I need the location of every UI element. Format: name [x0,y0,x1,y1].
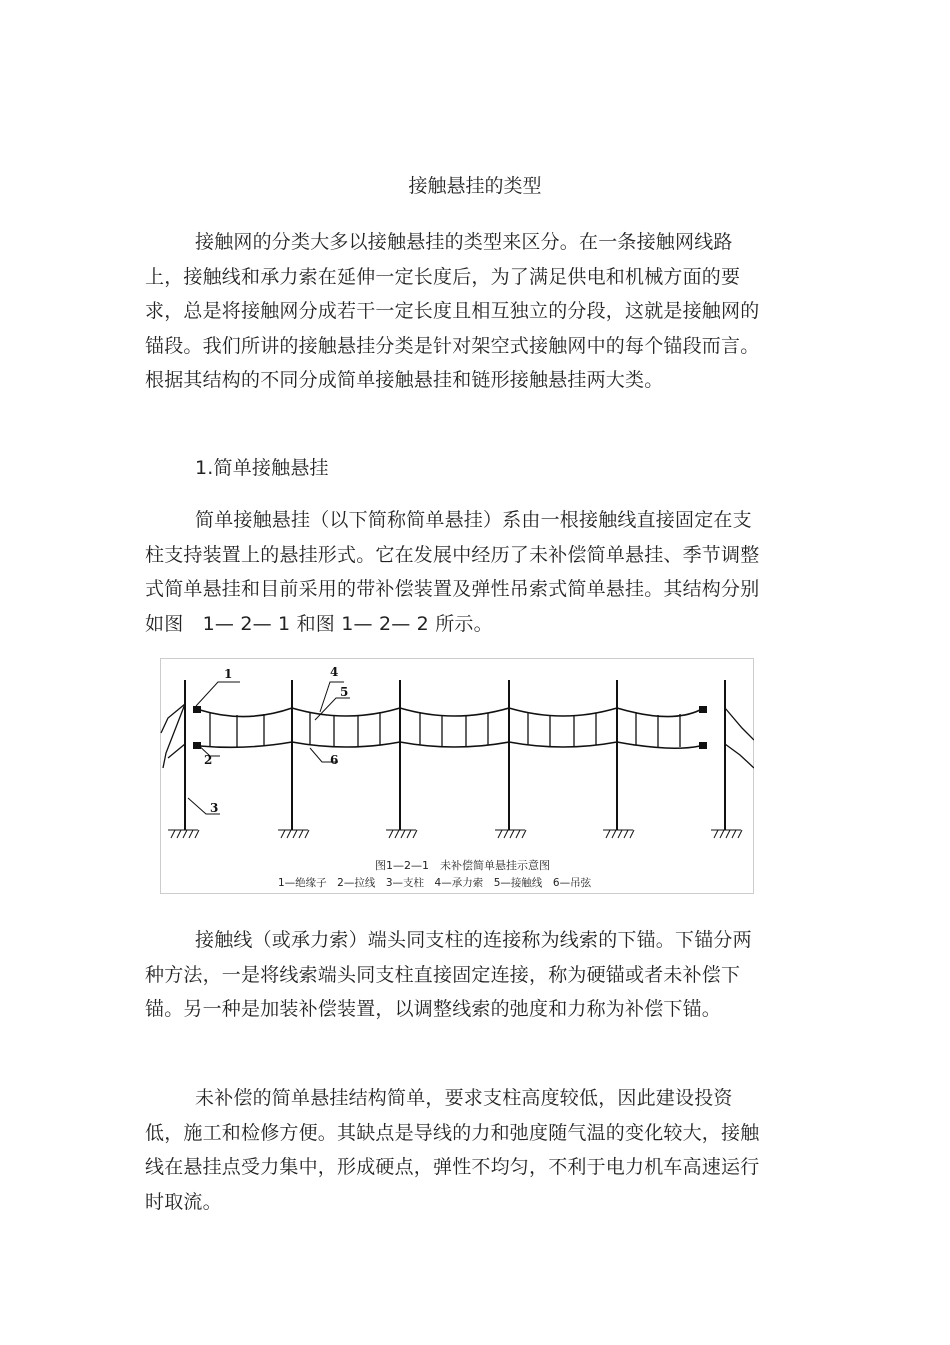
paragraph-anchoring: 接触线（或承力索）端头同支柱的连接称为线索的下锚。下锚分两种方法，一是将线索端头同支柱直接固定连接，称为硬锚或者未补偿下锚。另一种是加装补偿装置，以调整线索的弛度和力称为补偿下锚。 [145,929,752,1020]
suspension-diagram-svg [160,658,754,894]
callout-4: 4 [330,665,339,679]
document-title: 接触悬挂的类型 [408,175,542,197]
callout-6: 6 [330,753,339,767]
paragraph-uncompensated: 未补偿的简单悬挂结构简单，要求支柱高度较低，因此建设投资低，施工和检修方便。其缺点是导线的力和弛度随气温的变化较大，接触线在悬挂点受力集中，形成硬点，弹性不均匀，不利于电力机车高速运行时取流。 [145,1087,760,1213]
callout-3: 3 [210,801,219,815]
callout-5: 5 [340,685,349,699]
figure-caption-title: 图1—2—1 未补偿简单悬挂示意图 [375,859,550,872]
figure-suspension-diagram [160,658,754,894]
figure-caption-legend: 1—绝缘子 2—拉线 3—支柱 4—承力索 5—接触线 6—吊弦 [278,877,592,889]
section-heading-simple-suspension: 1.简单接触悬挂 [195,457,329,479]
callout-2: 2 [204,753,213,767]
paragraph-simple-suspension: 简单接触悬挂（以下简称简单悬挂）系由一根接触线直接固定在支柱支持装置上的悬挂形式。它在发展中经历了未补偿简单悬挂、季节调整式简单悬挂和目前采用的带补偿装置及弹性吊索式简单悬挂。其结构分别如图 1— 2— 1 和图 1— 2— 2 所示。 [145,509,760,635]
paragraph-intro: 接触网的分类大多以接触悬挂的类型来区分。在一条接触网线路上，接触线和承力索在延伸一定长度后，为了满足供电和机械方面的要求，总是将接触网分成若干一定长度且相互独立的分段，这就是接触网的锚段。我们所讲的接触悬挂分类是针对架空式接触网中的每个锚段而言。根据其结构的不同分成简单接触悬挂和链形接触悬挂两大类。 [145,231,760,391]
callout-1: 1 [224,667,233,681]
